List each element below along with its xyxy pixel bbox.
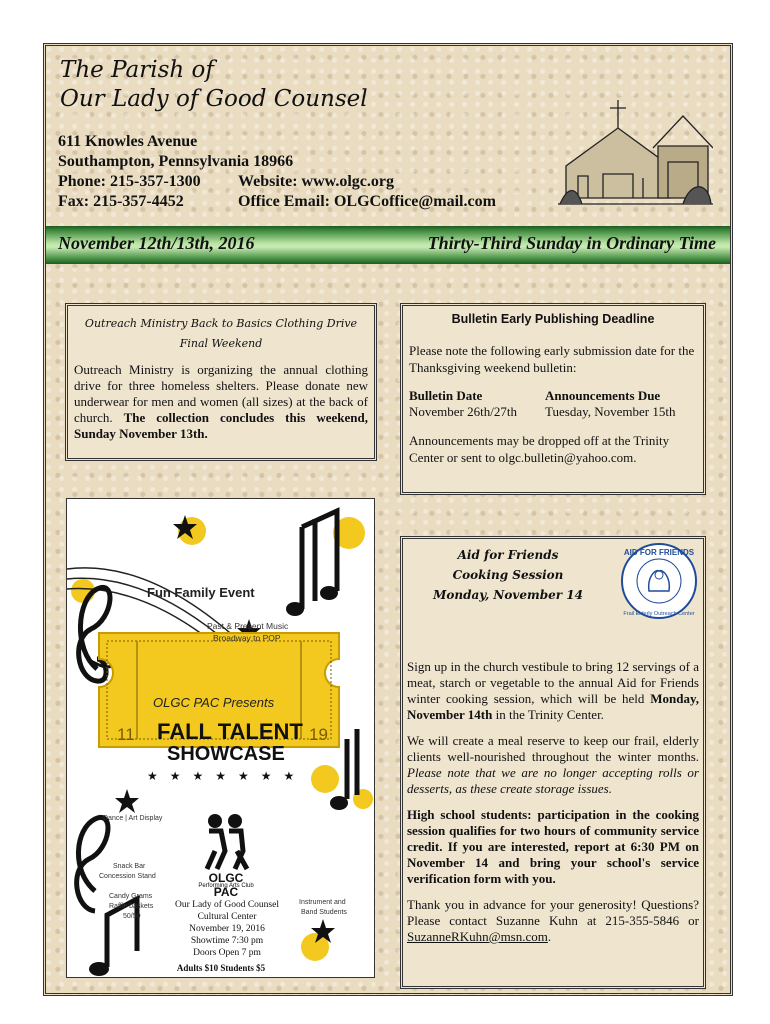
poster-prices: Adults $10 Students $5 <box>176 963 266 973</box>
deadline-footer: Announcements may be dropped off at the Trinity Center or sent to olgc.bulletin@yahoo.com. <box>409 433 670 465</box>
poster-showcase: SHOWCASE <box>167 743 285 765</box>
poster-instrument: Instrument and <box>299 899 346 906</box>
talent-show-poster: Fun Family Event Past & Present Music Broadway to POP OLGC PAC Presents 11 19 FALL TALENT SHOWCASE ★★★★★★★ Dance | Art Display Snack Bar Concession Stand Candy Grams Raffle baskets 50/50 Instrument and Band Students OLGC PAC Performing Arts Club Our Lady of Good Counsel Cultural Center November 19, 2016 Showtime 7:30 pm Doors Open 7 pm Adults $10 Students $5 <box>66 498 375 978</box>
poster-concession: Concession Stand <box>99 873 156 880</box>
address: 611 Knowles Avenue <box>58 133 198 150</box>
phone: Phone: 215-357-1300 <box>58 173 201 190</box>
contact-email-link[interactable]: SuzanneRKuhn@msn.com <box>407 929 548 944</box>
svg-text:AID FOR FRIENDS: AID FOR FRIENDS <box>623 548 695 557</box>
poster-logo: OLGC PAC <box>208 871 244 899</box>
poster-event: Fun Family Event <box>147 585 255 600</box>
poster-candy: Candy Grams <box>109 893 153 900</box>
deadline-intro: Please note the following early submission date for the Thanksgiving weekend bulletin: <box>409 343 695 375</box>
poster-details: Our Lady of Good Counsel Cultural Center November 19, 2016 Showtime 7:30 pm Doors Open 7 pm <box>175 900 279 958</box>
outreach-body: Outreach Ministry is organizing the annual clothing drive for three homeless shelters. Please donate new underwear for men and women (all sizes) at the back of church. The collection concludes this weekend, Sunday November 13th. <box>74 362 369 441</box>
church-sketch-icon <box>558 86 713 216</box>
date-band <box>46 226 730 264</box>
bulletin-date: November 12th/13th, 2016 <box>58 233 255 253</box>
deadline-table <box>409 388 697 420</box>
poster-dance: Dance | Art Display <box>103 815 163 822</box>
poster-broadway: Broadway to POP <box>213 633 281 643</box>
dancers-icon <box>195 811 255 871</box>
city: Southampton, Pennsylvania 18966 <box>58 153 294 170</box>
deadline-title: Bulletin Early Publishing Deadline <box>451 312 655 326</box>
parish-title <box>60 56 368 114</box>
poster-music: Past & Present Music <box>207 621 289 631</box>
outreach-box <box>65 303 377 461</box>
col2-value: Tuesday, November 15th <box>545 404 676 419</box>
svg-text:Frail Elderly Outreach Center: Frail Elderly Outreach Center <box>623 611 695 617</box>
poster-num-left: 11 <box>117 725 135 744</box>
poster-presents: OLGC PAC Presents <box>153 695 275 710</box>
title-line-2: Our Lady of Good Counsel <box>60 86 368 112</box>
contact-block <box>58 132 496 212</box>
email-link[interactable]: Office Email: OLGCoffice@mail.com <box>238 193 496 210</box>
poster-raffle: Raffle baskets <box>109 903 154 910</box>
title-line-1: The Parish of <box>60 57 214 83</box>
poster-snack: Snack Bar <box>113 863 146 870</box>
liturgical-day: Thirty-Third Sunday in Ordinary Time <box>427 233 716 253</box>
aid-for-friends-logo-icon <box>619 541 699 621</box>
poster-logo-sub: Performing Arts Club <box>198 883 254 889</box>
aid-title: Aid for Friends Cooking Session Monday, November 14 <box>433 548 583 602</box>
outreach-title: Outreach Ministry Back to Basics Clothing Drive Final Weekend <box>84 317 358 350</box>
poster-num-right: 19 <box>309 725 328 744</box>
col1-head: Bulletin Date <box>409 388 483 403</box>
poster-band: Band Students <box>301 909 347 916</box>
deadline-box <box>400 303 706 495</box>
fax: Fax: 215-357-4452 <box>58 193 184 210</box>
website-link[interactable]: Website: www.olgc.org <box>238 173 394 190</box>
bulletin-page <box>43 43 733 996</box>
col1-value: November 26th/27th <box>409 404 517 419</box>
aid-for-friends-box <box>400 536 706 989</box>
poster-fall: FALL TALENT <box>157 719 303 744</box>
col2-head: Announcements Due <box>545 388 661 403</box>
poster-fifty: 50/50 <box>123 913 141 920</box>
aid-body: Sign up in the church vestibule to bring 12 servings of a meat, starch or vegetable to the annual Aid for Friends winter cooking session, which will be held Monday, November 14th in the Trinity Center. We will create a meal reserve to keep our frail, elderly clients well-nourished throughout the winter months. Please note that we are no longer accepting rolls or desserts, as these create storage issues. High school students: participation in the cooking session qualifies for two hours of community service credit. If you are interested, report at 6:30 PM on November 14 and bring your school's service verification form with you. Thank you in advance for your generosity! Questions? Please contact Suzanne Kuhn at 215-355-5846 or SuzanneRKuhn@msn.com. <box>407 659 699 944</box>
